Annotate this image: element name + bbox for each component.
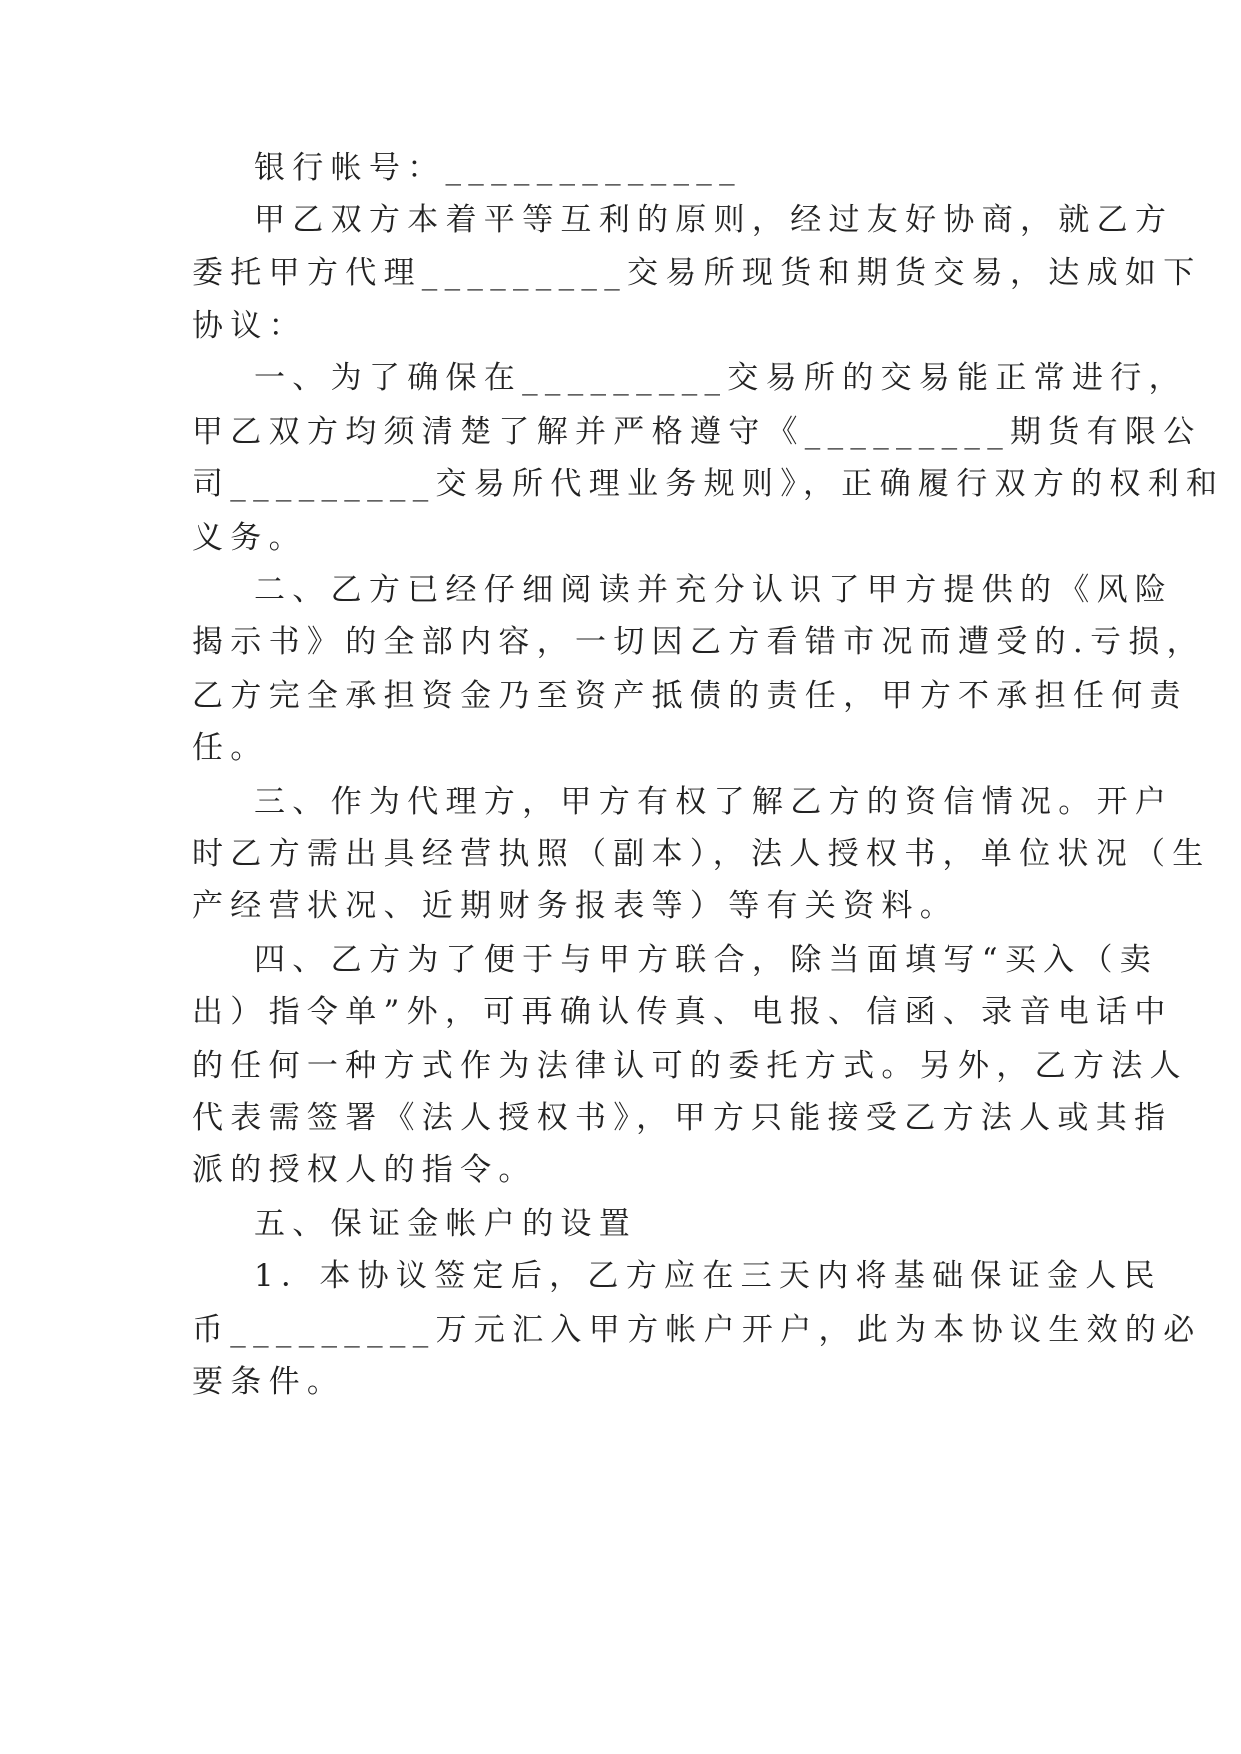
clause-5-1-line: 1．本协议签定后，乙方应在三天内将基础保证金人民 <box>254 1258 1162 1294</box>
bank-account-line: 银行帐号：_____________ <box>254 150 742 186</box>
clause-2-line: 揭示书》的全部内容，一切因乙方看错市况而遭受的.亏损， <box>192 624 1205 660</box>
clause-3-line: 时乙方需出具经营执照（副本），法人授权书，单位状况（生 <box>192 836 1211 872</box>
clause-4-line: 出）指令单”外，可再确认传真、电报、信函、录音电话中 <box>192 994 1173 1030</box>
clause-4-line: 代表需签署《法人授权书》，甲方只能接受乙方法人或其指 <box>192 1100 1173 1136</box>
paragraph-line: 协议： <box>192 308 307 344</box>
clause-4-line: 四、乙方为了便于与甲方联合，除当面填写“买入（卖 <box>254 942 1159 978</box>
clause-2-line: 二、乙方已经仔细阅读并充分认识了甲方提供的《风险 <box>254 572 1174 608</box>
clause-4-line: 的任何一种方式作为法律认可的委托方式。另外，乙方法人 <box>192 1048 1188 1084</box>
clause-1-line: 司_________交易所代理业务规则》，正确履行双方的权利和 <box>192 466 1225 502</box>
clause-5-heading: 五、保证金帐户的设置 <box>254 1206 637 1242</box>
clause-2-line: 乙方完全承担资金乃至资产抵债的责任，甲方不承担任何责 <box>192 678 1188 714</box>
clause-5-1-line: 币_________万元汇入甲方帐户开户，此为本协议生效的必 <box>192 1312 1202 1348</box>
clause-3-line: 三、作为代理方，甲方有权了解乙方的资信情况。开户 <box>254 784 1174 820</box>
clause-5-1-line: 要条件。 <box>192 1364 346 1400</box>
paragraph-line: 甲乙双方本着平等互利的原则，经过友好协商，就乙方 <box>254 202 1174 238</box>
paragraph-line: 委托甲方代理_________交易所现货和期货交易，达成如下 <box>192 255 1202 291</box>
clause-1-line: 义务。 <box>192 520 307 556</box>
clause-4-line: 派的授权人的指令。 <box>192 1152 537 1188</box>
clause-3-line: 产经营状况、近期财务报表等）等有关资料。 <box>192 888 958 924</box>
clause-1-line: 一、为了确保在_________交易所的交易能正常进行， <box>254 360 1187 396</box>
clause-2-line: 任。 <box>192 730 269 766</box>
clause-1-line: 甲乙双方均须清楚了解并严格遵守《_________期货有限公 <box>192 414 1202 450</box>
